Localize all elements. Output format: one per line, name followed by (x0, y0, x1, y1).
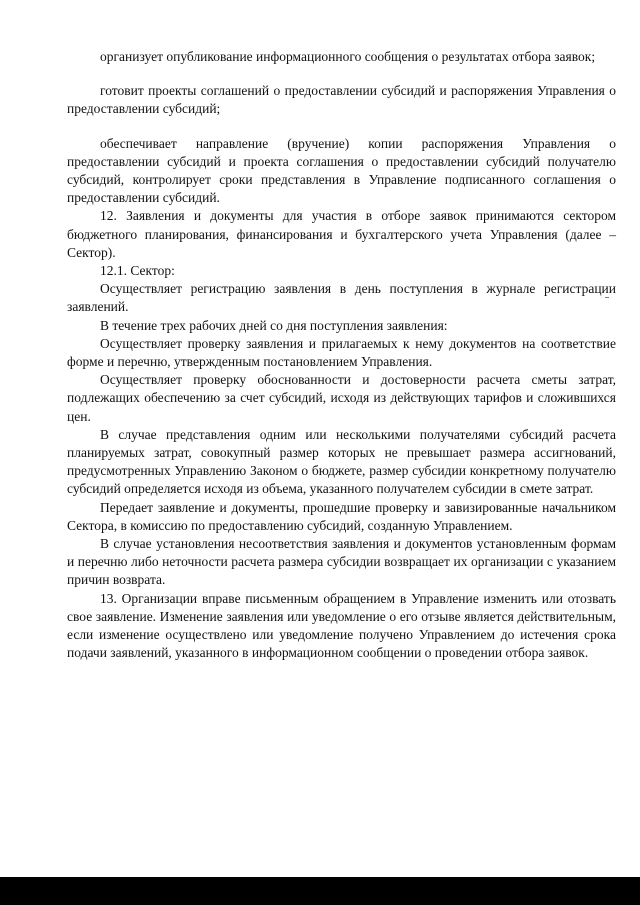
scan-bottom-border (0, 877, 640, 905)
paragraph-return: В случае установления несоответствия заявления и документов установленным формам и перечню либо неточности расчета размера субсидии возвращает их организации с указанием причин возврата. (67, 536, 616, 588)
paragraph-registration: Осуществляет регистрацию заявления в день поступления в журнале регистрации заявлений. (67, 281, 616, 315)
paragraph-document-check: Осуществляет проверку заявления и прилагаемых к нему документов на соответствие форме и перечню, утвержденным постановлением Управления. (67, 335, 616, 370)
paragraph-section-12-1: 12.1. Сектор: (100, 263, 175, 279)
paragraph-estimate-check: Осуществляет проверку обоснованности и достоверности расчета сметы затрат, подлежащих обеспечению за счет субсидий, исходя из действующих тарифов и сложившихся цен. (67, 372, 616, 424)
paragraph-section-12: 12. Заявления и документы для участия в отборе заявок принимаются сектором бюджетного планирования, финансирования и бухгалтерского учета Управления (далее – Сектор). (67, 208, 616, 260)
document-page (67, 48, 616, 663)
paragraph-delivery: обеспечивает направление (вручение) копии распоряжения Управления о предоставлении субсидий и проекта соглашения о предоставлении субсидий получателю субсидий, контролирует сроки представления в Управление подписанного соглашения о предоставлении субсидий. (67, 135, 616, 206)
paragraph-prepare-agreements: готовит проекты соглашений о предоставлении субсидий и распоряжения Управления о предоставлении субсидий; (67, 83, 616, 117)
paragraph-publication: организует опубликование информационного сообщения о результатах отбора заявок; (100, 49, 596, 64)
scan-artifact (605, 297, 609, 298)
paragraph-subsidy-size: В случае представления одним или несколькими получателями субсидий расчета планируемых затрат, совокупный размер которых не превышает размера ассигнований, предусмотренных Управлению Законом о бюджете, размер субсидии конкретному получателю субсидий определяется исходя из объема, указанного получателем субсидии в смете затрат. (67, 426, 616, 497)
paragraph-section-13: 13. Организации вправе письменным обращением в Управление изменить или отозвать свое заявление. Изменение заявления или уведомление о его отзыве является действительным, если изменение осуществлено или уведомление получено Управлением до истечения срока подачи заявлений, указанного в информационном сообщении о проведении отбора заявок. (67, 590, 616, 661)
paragraph-transfer-to-commission: Передает заявление и документы, прошедшие проверку и завизированные начальником Сектора, в комиссию по предоставлению субсидий, созданную Управлением. (67, 499, 616, 533)
paragraph-three-days: В течение трех рабочих дней со дня поступления заявления: (100, 317, 448, 333)
